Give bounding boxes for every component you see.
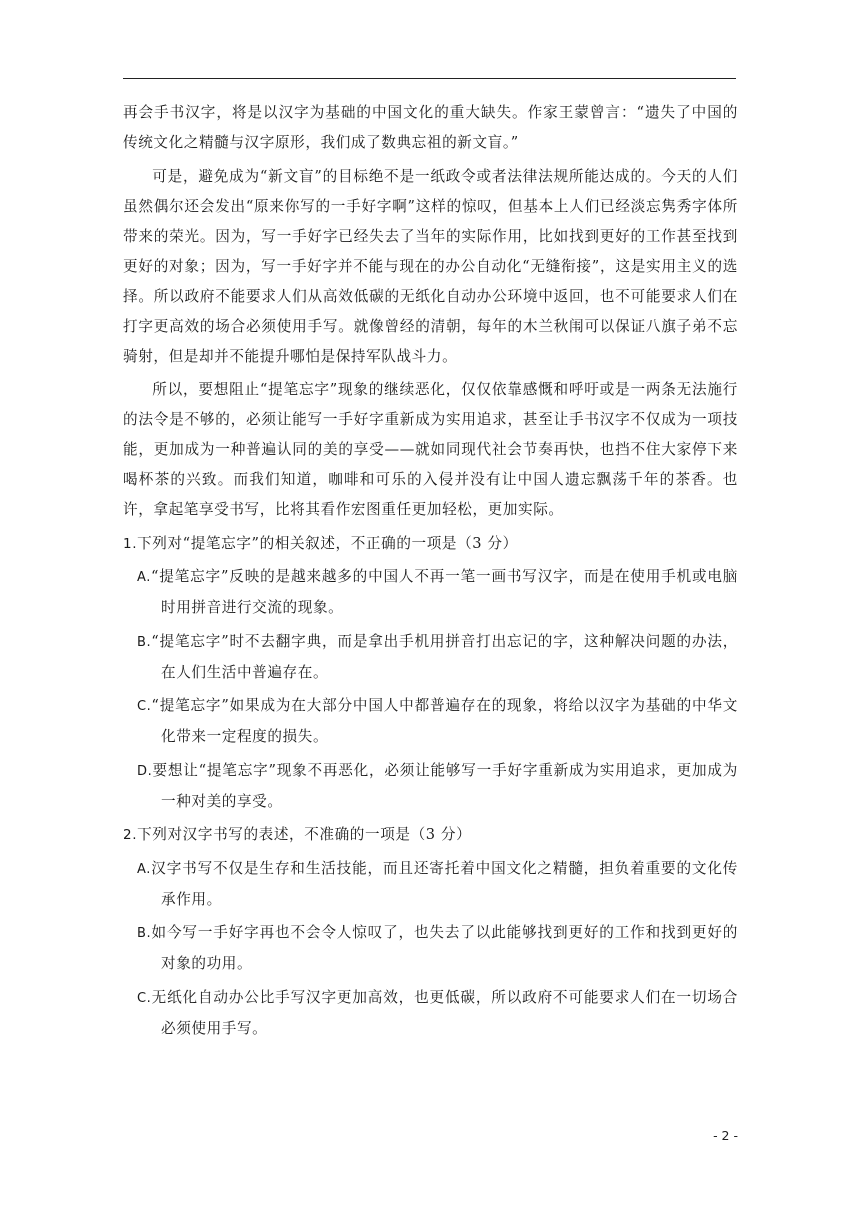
question-2-option-a bbox=[123, 854, 738, 915]
option-text: 要想让“提笔忘字”现象不再恶化，必须让能够写一手好字重新成为实用追求，更加成为一种对美的享受。 bbox=[152, 761, 738, 810]
option-letter: A. bbox=[137, 570, 151, 585]
question-text: 下列对汉字书写的表述，不准确的一项是（3 分） bbox=[137, 826, 472, 843]
header-rule bbox=[123, 78, 736, 79]
passage-paragraph-3: 所以，要想阻止“提笔忘字”现象的继续恶化，仅仅依靠感慨和呼吁或是一两条无法施行的法令是不够的，必须让能写一手好字重新成为实用追求，甚至让手书汉字不仅成为一项技能，更加成为一种普遍认同的美的享受——就如同现代社会节奏再快，也挡不住大家停下来喝杯茶的兴致。而我们知道，咖啡和可乐的入侵并没有让中国人遗忘飘荡千年的茶香。也许，拿起笔享受书写，比将其看作宏图重任更加轻松，更加实际。 bbox=[123, 381, 738, 518]
option-text: “提笔忘字”时不去翻字典，而是拿出手机用拼音打出忘记的字，这种解决问题的办法，在人们生活中普遍存在。 bbox=[151, 632, 738, 681]
option-text: 汉字书写不仅是生存和生活技能，而且还寄托着中国文化之精髓，担负着重要的文化传承作用。 bbox=[151, 859, 738, 908]
option-letter: B. bbox=[137, 634, 152, 650]
option-letter: B. bbox=[137, 926, 152, 941]
question-stem bbox=[123, 820, 738, 850]
question-text: 下列对“提笔忘字”的相关叙述，不正确的一项是（3 分） bbox=[137, 534, 518, 552]
question-2-option-b bbox=[123, 918, 738, 979]
reading-passage bbox=[123, 98, 738, 525]
question-1-option-a bbox=[123, 562, 738, 623]
question-1-option-b bbox=[123, 627, 738, 688]
option-letter: C. bbox=[137, 699, 152, 714]
question-1-option-c bbox=[123, 691, 738, 752]
option-text: 如今写一手好字再也不会令人惊叹了，也失去了以此能够找到更好的工作和找到更好的对象的功用。 bbox=[151, 924, 738, 972]
option-text: “提笔忘字”反映的是越来越多的中国人不再一笔一画书写汉字，而是在使用手机或电脑时用拼音进行交流的现象。 bbox=[151, 568, 738, 616]
page-content bbox=[123, 98, 738, 1047]
question-2 bbox=[123, 820, 738, 1044]
page-number: - 2 - bbox=[713, 1128, 738, 1143]
option-text: “提笔忘字”如果成为在大部分中国人中都普遍存在的现象，将给以汉字为基础的中华文化带来一定程度的损失。 bbox=[151, 697, 738, 745]
question-1-option-d bbox=[123, 756, 738, 817]
question-number: 1. bbox=[123, 535, 138, 552]
option-letter: A. bbox=[137, 861, 151, 877]
option-letter: C. bbox=[137, 990, 152, 1006]
passage-paragraph-2: 可是，避免成为“新文盲”的目标绝不是一纸政令或者法律法规所能达成的。今天的人们虽然偶尔还会发出“原来你写的一手好字啊”这样的惊叹，但基本上人们已经淡忘隽秀字体所带来的荣光。因为，写一手好字已经失去了当年的实际作用，比如找到更好的工作甚至找到更好的对象；因为，写一手好字并不能与现在的办公自动化“无缝衔接”，这是实用主义的选择。所以政府不能要求人们从高效低碳的无纸化自动办公环境中返回，也不可能要求人们在打字更高效的场合必须使用手写。就像曾经的清朝，每年的木兰秋闱可以保证八旗子弟不忘骑射，但是却并不能提升哪怕是保持军队战斗力。 bbox=[123, 167, 738, 365]
option-text: 无纸化自动办公比手写汉字更加高效，也更低碳，所以政府不可能要求人们在一切场合必须使用手写。 bbox=[151, 988, 738, 1037]
question-2-option-c bbox=[123, 983, 738, 1044]
question-stem bbox=[123, 529, 738, 559]
passage-paragraph-1: 再会手书汉字，将是以汉字为基础的中国文化的重大缺失。作家王蒙曾言：“遗失了中国的传统文化之精髓与汉字原形，我们成了数典忘祖的新文盲。” bbox=[123, 104, 738, 151]
question-number: 2. bbox=[123, 827, 138, 843]
option-letter: D. bbox=[137, 763, 153, 779]
question-1 bbox=[123, 529, 738, 817]
